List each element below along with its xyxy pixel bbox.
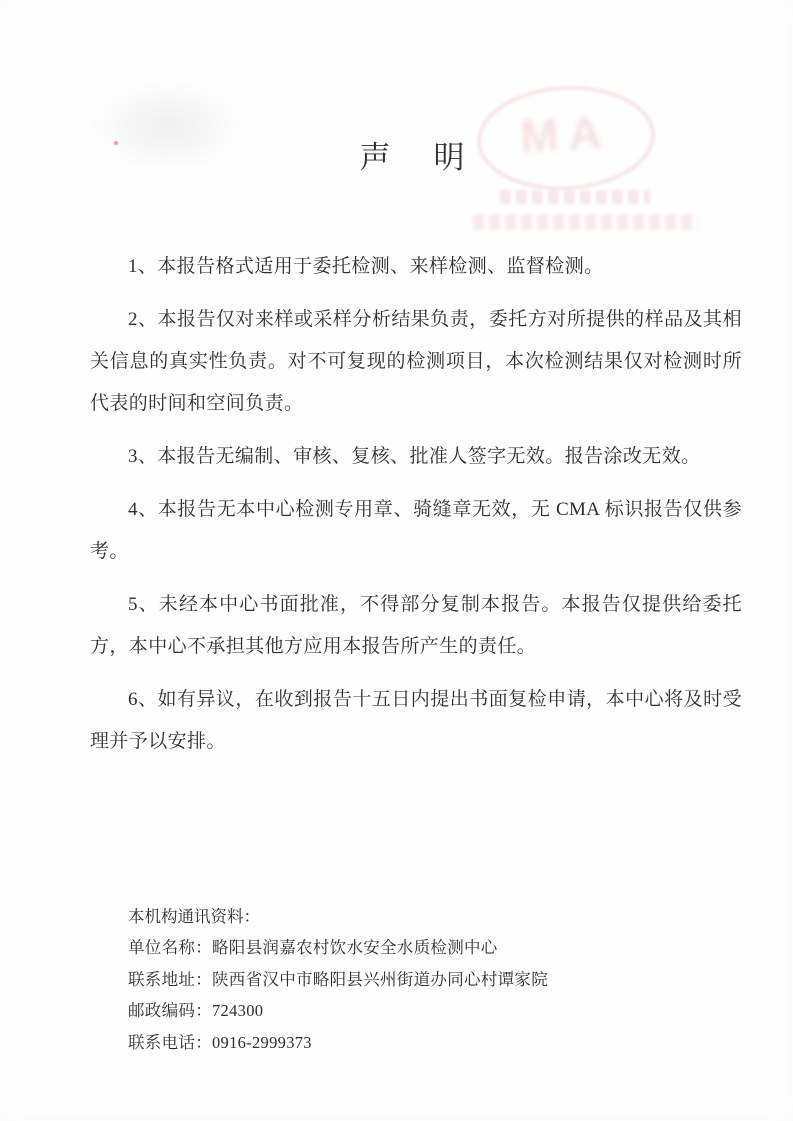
statement-item: 5、未经本中心书面批准，不得部分复制本报告。本报告仅提供给委托方，本中心不承担其他方应用本报告所产生的责任。 [90, 594, 742, 657]
contact-value: 陕西省汉中市略阳县兴州街道办同心村谭家院 [212, 969, 548, 989]
statement-item: 6、如有异议，在收到报告十五日内提出书面复检申请，本中心将及时受理并予以安排。 [90, 689, 742, 752]
contact-line-address [128, 964, 688, 996]
contact-header: 本机构通讯资料： [128, 907, 260, 926]
stamp-letters: MA [518, 105, 613, 163]
contact-value: 724300 [212, 1001, 264, 1020]
page-title: 声 明 [359, 140, 471, 175]
stamp-text-row [473, 214, 698, 230]
statement-item: 3、本报告无编制、审核、复核、批准人签字无效。报告涂改无效。 [128, 446, 701, 467]
contact-line-postcode [128, 995, 688, 1027]
statement-item: 1、本报告格式适用于委托检测、来样检测、监督检测。 [128, 256, 604, 277]
contact-label: 联系地址： [128, 969, 212, 989]
statement-item: 2、本报告仅对来样或采样分析结果负责，委托方对所提供的样品及其相关信息的真实性负责。对不可复现的检测项目，本次检测结果仅对检测时所代表的时间和空间负责。 [90, 309, 742, 414]
contact-label: 邮政编码： [128, 1001, 212, 1020]
statement-item: 4、本报告无本中心检测专用章、骑缝章无效，无 CMA 标识报告仅供参考。 [90, 499, 742, 562]
contact-value: 略阳县润嘉农村饮水安全水质检测中心 [212, 938, 498, 957]
contact-label: 联系电话： [128, 1032, 212, 1052]
contact-label: 单位名称： [128, 938, 212, 957]
stamp-text-row [500, 190, 650, 204]
contact-block [128, 901, 688, 1058]
contact-line-org [128, 932, 688, 964]
statement-list [90, 246, 742, 774]
contact-value: 0916-2999373 [212, 1032, 312, 1052]
contact-line-phone [128, 1027, 688, 1059]
